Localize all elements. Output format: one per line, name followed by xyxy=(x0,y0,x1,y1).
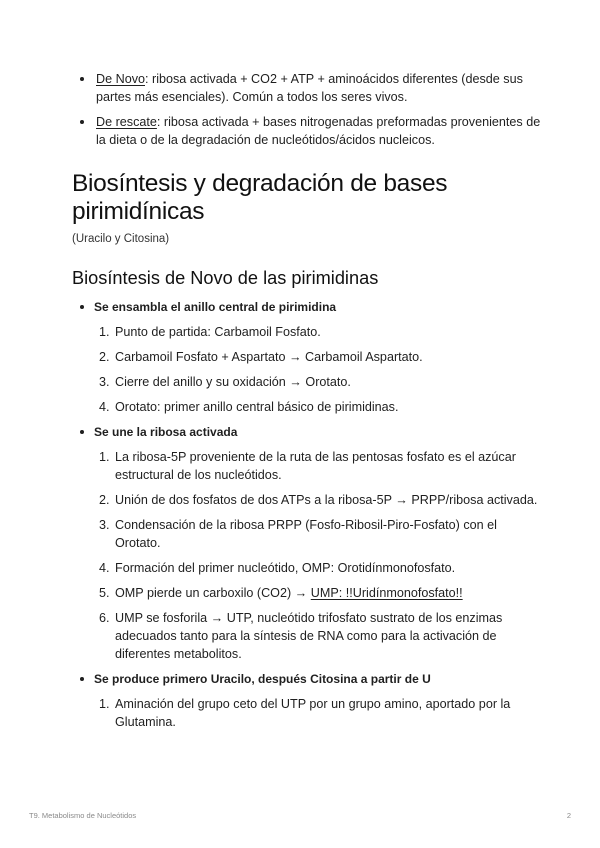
page-content xyxy=(72,70,542,738)
step-number: 5. xyxy=(99,586,110,600)
section-bullet-list xyxy=(72,298,542,731)
footer-document-title: T9. Metabolismo de Nucleótidos xyxy=(29,811,137,820)
list-item xyxy=(94,373,542,391)
footer-page-number: 2 xyxy=(566,811,571,820)
step-text: Formación del primer nucleótido, OMP: Orotidínmonofosfato. xyxy=(115,561,456,575)
list-item xyxy=(94,609,542,663)
step-text: UMP se fosforila → UTP, nucleótido trifosfato sustrato de los enzimas adecuados tanto para la síntesis de RNA como para la activación de diferentes metabolitos. xyxy=(115,611,503,661)
intro-bullet-text: : ribosa activada + bases nitrogenadas preformadas provenientes de la dieta o de la degradación de nucleótidos/ácidos nucleicos. xyxy=(96,115,541,147)
step-list xyxy=(94,695,542,731)
section-ensamblaje xyxy=(72,298,542,416)
term-de-novo: De Novo xyxy=(96,72,145,86)
page-heading: Biosíntesis y degradación de bases pirimidínicas xyxy=(72,170,448,225)
list-item xyxy=(94,448,542,484)
list-item xyxy=(94,695,542,731)
step-text: La ribosa-5P proveniente de la ruta de las pentosas fosfato es el azúcar estructural de los nucleótidos. xyxy=(115,450,516,482)
step-number: 1. xyxy=(99,325,110,339)
list-item xyxy=(94,491,542,509)
intro-bullet-list xyxy=(72,70,542,149)
step-list xyxy=(94,323,542,416)
intro-bullet-de-rescate xyxy=(72,113,542,149)
step-number: 6. xyxy=(99,611,110,625)
step-text: Cierre del anillo y su oxidación → Orotato. xyxy=(115,375,351,389)
step-text: Orotato: primer anillo central básico de pirimidinas. xyxy=(115,400,399,414)
section-heading: Se ensambla el anillo central de pirimidina xyxy=(94,300,337,314)
page-subheading: (Uracilo y Citosina) xyxy=(72,233,170,245)
intro-bullet-text: : ribosa activada + CO2 + ATP + aminoácidos diferentes (desde sus partes más esenciales). Común a todos los seres vivos. xyxy=(96,72,523,104)
list-item xyxy=(94,516,542,552)
section-title: Biosíntesis de Novo de las pirimidinas xyxy=(72,268,379,288)
section-heading: Se produce primero Uracilo, después Citosina a partir de U xyxy=(94,672,431,686)
step-text: OMP pierde un carboxilo (CO2) → xyxy=(115,586,311,600)
step-list xyxy=(94,448,542,663)
step-text: Condensación de la ribosa PRPP (Fosfo-Ribosil-Piro-Fosfato) con el Orotato. xyxy=(115,518,497,550)
ump-highlight: UMP: !!Uridínmonofosfato!! xyxy=(310,586,463,600)
step-text: Carbamoil Fosfato + Aspartato → Carbamoil Aspartato. xyxy=(115,350,423,364)
list-item xyxy=(94,323,542,341)
step-text: Punto de partida: Carbamoil Fosfato. xyxy=(115,325,321,339)
step-text: Unión de dos fosfatos de dos ATPs a la ribosa-5P → PRPP/ribosa activada. xyxy=(115,493,538,507)
step-number: 1. xyxy=(99,450,110,464)
step-number: 4. xyxy=(99,561,110,575)
term-de-rescate: De rescate xyxy=(96,115,157,129)
list-item xyxy=(94,584,542,602)
list-item xyxy=(94,559,542,577)
step-number: 1. xyxy=(99,697,110,711)
step-number: 4. xyxy=(99,400,110,414)
section-uracilo-citosina xyxy=(72,670,542,731)
step-number: 3. xyxy=(99,518,110,532)
intro-bullet-de-novo xyxy=(72,70,542,106)
section-ribosa xyxy=(72,423,542,663)
list-item xyxy=(94,398,542,416)
step-text: Aminación del grupo ceto del UTP por un grupo amino, aportado por la Glutamina. xyxy=(115,697,511,729)
step-number: 3. xyxy=(99,375,110,389)
step-number: 2. xyxy=(99,350,110,364)
section-heading: Se une la ribosa activada xyxy=(94,425,238,439)
step-number: 2. xyxy=(99,493,110,507)
list-item xyxy=(94,348,542,366)
